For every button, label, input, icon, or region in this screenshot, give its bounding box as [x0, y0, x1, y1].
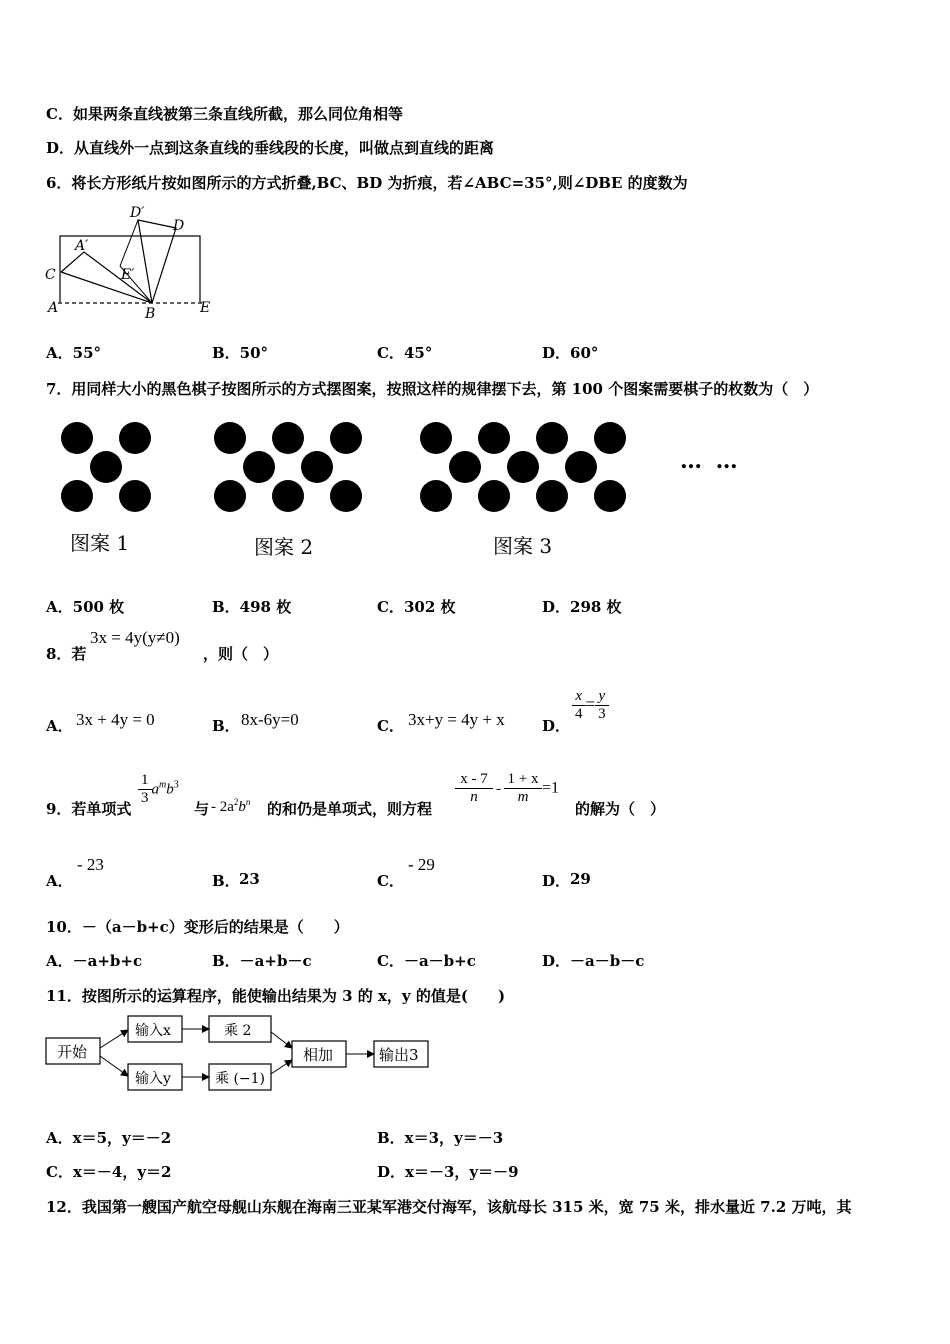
label-B: B — [145, 306, 156, 322]
label-C: C — [45, 267, 56, 283]
stone — [507, 451, 539, 483]
q9-option-d-label[interactable]: D． — [542, 872, 571, 890]
question-9-prefix: 9．若单项式 — [46, 800, 132, 818]
question-8-expr: 3x = 4y(y≠0) — [90, 628, 180, 647]
q7-option-c[interactable]: C．302 枚 — [377, 598, 456, 616]
stone — [90, 451, 122, 483]
q9-option-c-label[interactable]: C． — [377, 872, 404, 890]
q9-suffix: 的解为（ ） — [575, 800, 666, 818]
q8-option-c-label[interactable]: C． — [377, 717, 404, 735]
pattern-figures — [50, 415, 650, 520]
label-D: D — [173, 218, 185, 234]
question-10: 10．－（a－b+c）变形后的结果是（ ） — [46, 918, 349, 936]
stone — [272, 422, 304, 454]
q9-equation: $\frac{x - 7}{n}$ - $\frac{1 + x}{m}$ =1 — [455, 771, 559, 806]
stone — [420, 480, 452, 512]
q6-option-d[interactable]: D．60° — [542, 344, 599, 362]
pattern-1-label: 图案 1 — [70, 531, 130, 555]
stone — [420, 422, 452, 454]
flow-output-text: 输出3 — [379, 1046, 419, 1064]
stone — [565, 451, 597, 483]
flow-add-text: 相加 — [303, 1046, 334, 1064]
q9-mid-text: 的和仍是单项式，则方程 — [267, 800, 433, 818]
q7-option-b[interactable]: B．498 枚 — [212, 598, 292, 616]
q8-option-a-expr: 3x + 4y = 0 — [76, 710, 155, 729]
question-7: 7．用同样大小的黑色棋子按图所示的方式摆图案，按照这样的规律摆下去，第 100 个图案需要棋子的枚数为（ ） — [46, 380, 819, 398]
pattern-3-label: 图案 3 — [493, 534, 553, 558]
q8-option-b-label[interactable]: B． — [212, 717, 240, 735]
q11-option-c[interactable]: C．x＝－4，y＝2 — [46, 1163, 172, 1181]
q6-option-a[interactable]: A．55° — [46, 344, 102, 362]
question-8-suffix: ，则（ ） — [203, 645, 279, 663]
stone — [243, 451, 275, 483]
label-E: E — [200, 300, 211, 316]
q10-option-c[interactable]: C．－a－b+c — [377, 952, 476, 970]
q9-option-a-value: - 23 — [77, 855, 104, 874]
q8-option-d-expr: $\frac{x}{4}$ = $\frac{y}{3}$ — [572, 688, 609, 723]
stone — [478, 480, 510, 512]
stone — [119, 480, 151, 512]
label-A-prime: A′ — [75, 238, 89, 254]
q8-option-c-expr: 3x+y = 4y + x — [408, 710, 505, 729]
stone — [272, 480, 304, 512]
q9-option-b-label[interactable]: B． — [212, 872, 240, 890]
stone — [214, 422, 246, 454]
q8-option-a-label[interactable]: A． — [46, 717, 73, 735]
stone — [330, 422, 362, 454]
q9-monomial-1: $\frac{1}{3}$ $a^mb^3$ — [138, 772, 179, 807]
q10-option-b[interactable]: B．－a+b－c — [212, 952, 312, 970]
q11-option-a[interactable]: A．x＝5，y＝－2 — [46, 1129, 172, 1147]
question-6: 6．将长方形纸片按如图所示的方式折叠,BC、BD 为折痕，若∠ABC=35°,则∠DBE 的度数为 — [46, 174, 688, 192]
option-d-prev: D．从直线外一点到这条直线的垂线段的长度，叫做点到直线的距离 — [46, 139, 495, 157]
stone — [214, 480, 246, 512]
flow-input-y-text: 输入y — [135, 1071, 171, 1087]
flow-input-x-text: 输入x — [135, 1023, 171, 1039]
flow-mul-neg1-text: 乘 (−1) — [215, 1071, 266, 1087]
flow-mul-2-text: 乘 2 — [224, 1023, 252, 1039]
q8-option-b-expr: 8x-6y=0 — [241, 710, 299, 729]
stone — [61, 480, 93, 512]
stone — [594, 480, 626, 512]
label-D-prime: D′ — [130, 205, 145, 221]
q11-option-d[interactable]: D．x＝－3，y＝－9 — [377, 1163, 519, 1181]
question-12: 12．我国第一艘国产航空母舰山东舰在海南三亚某军港交付海军，该航母长 315 米，宽 75 米，排水量近 7.2 万吨，其 — [46, 1198, 852, 1216]
pattern-ellipsis: … … — [680, 448, 741, 474]
q9-option-d-value: 29 — [570, 870, 591, 888]
q9-option-a-label[interactable]: A． — [46, 872, 73, 890]
q7-option-d[interactable]: D．298 枚 — [542, 598, 622, 616]
label-A: A — [48, 300, 59, 316]
question-8-prefix: 8．若 — [46, 645, 87, 663]
stone — [536, 480, 568, 512]
stone — [478, 422, 510, 454]
stone — [594, 422, 626, 454]
q6-option-b[interactable]: B．50° — [212, 344, 269, 362]
flowchart — [44, 1012, 436, 1094]
stone — [61, 422, 93, 454]
q10-option-a[interactable]: A．－a+b+c — [46, 952, 143, 970]
pattern-2-label: 图案 2 — [254, 535, 314, 559]
q10-option-d[interactable]: D．－a－b－c — [542, 952, 645, 970]
q11-option-b[interactable]: B．x＝3，y＝－3 — [377, 1129, 504, 1147]
stone — [301, 451, 333, 483]
q9-option-b-value: 23 — [239, 870, 260, 888]
q9-option-c-value: - 29 — [408, 855, 435, 874]
stone — [449, 451, 481, 483]
q8-option-d-label[interactable]: D． — [542, 717, 571, 735]
fold-figure — [40, 200, 230, 325]
stone — [536, 422, 568, 454]
q9-monomial-2: - $2a^2b^n$ — [211, 797, 251, 815]
stone — [119, 422, 151, 454]
flow-start-text: 开始 — [57, 1043, 88, 1061]
label-E-prime: E′ — [121, 267, 135, 283]
option-c-prev: C．如果两条直线被第三条直线所截，那么同位角相等 — [46, 105, 403, 123]
stone — [330, 480, 362, 512]
q6-option-c[interactable]: C．45° — [377, 344, 433, 362]
q9-with: 与 — [194, 800, 210, 818]
q7-option-a[interactable]: A．500 枚 — [46, 598, 125, 616]
question-11: 11．按图所示的运算程序，能使输出结果为 3 的 x，y 的值是( ) — [46, 987, 506, 1005]
